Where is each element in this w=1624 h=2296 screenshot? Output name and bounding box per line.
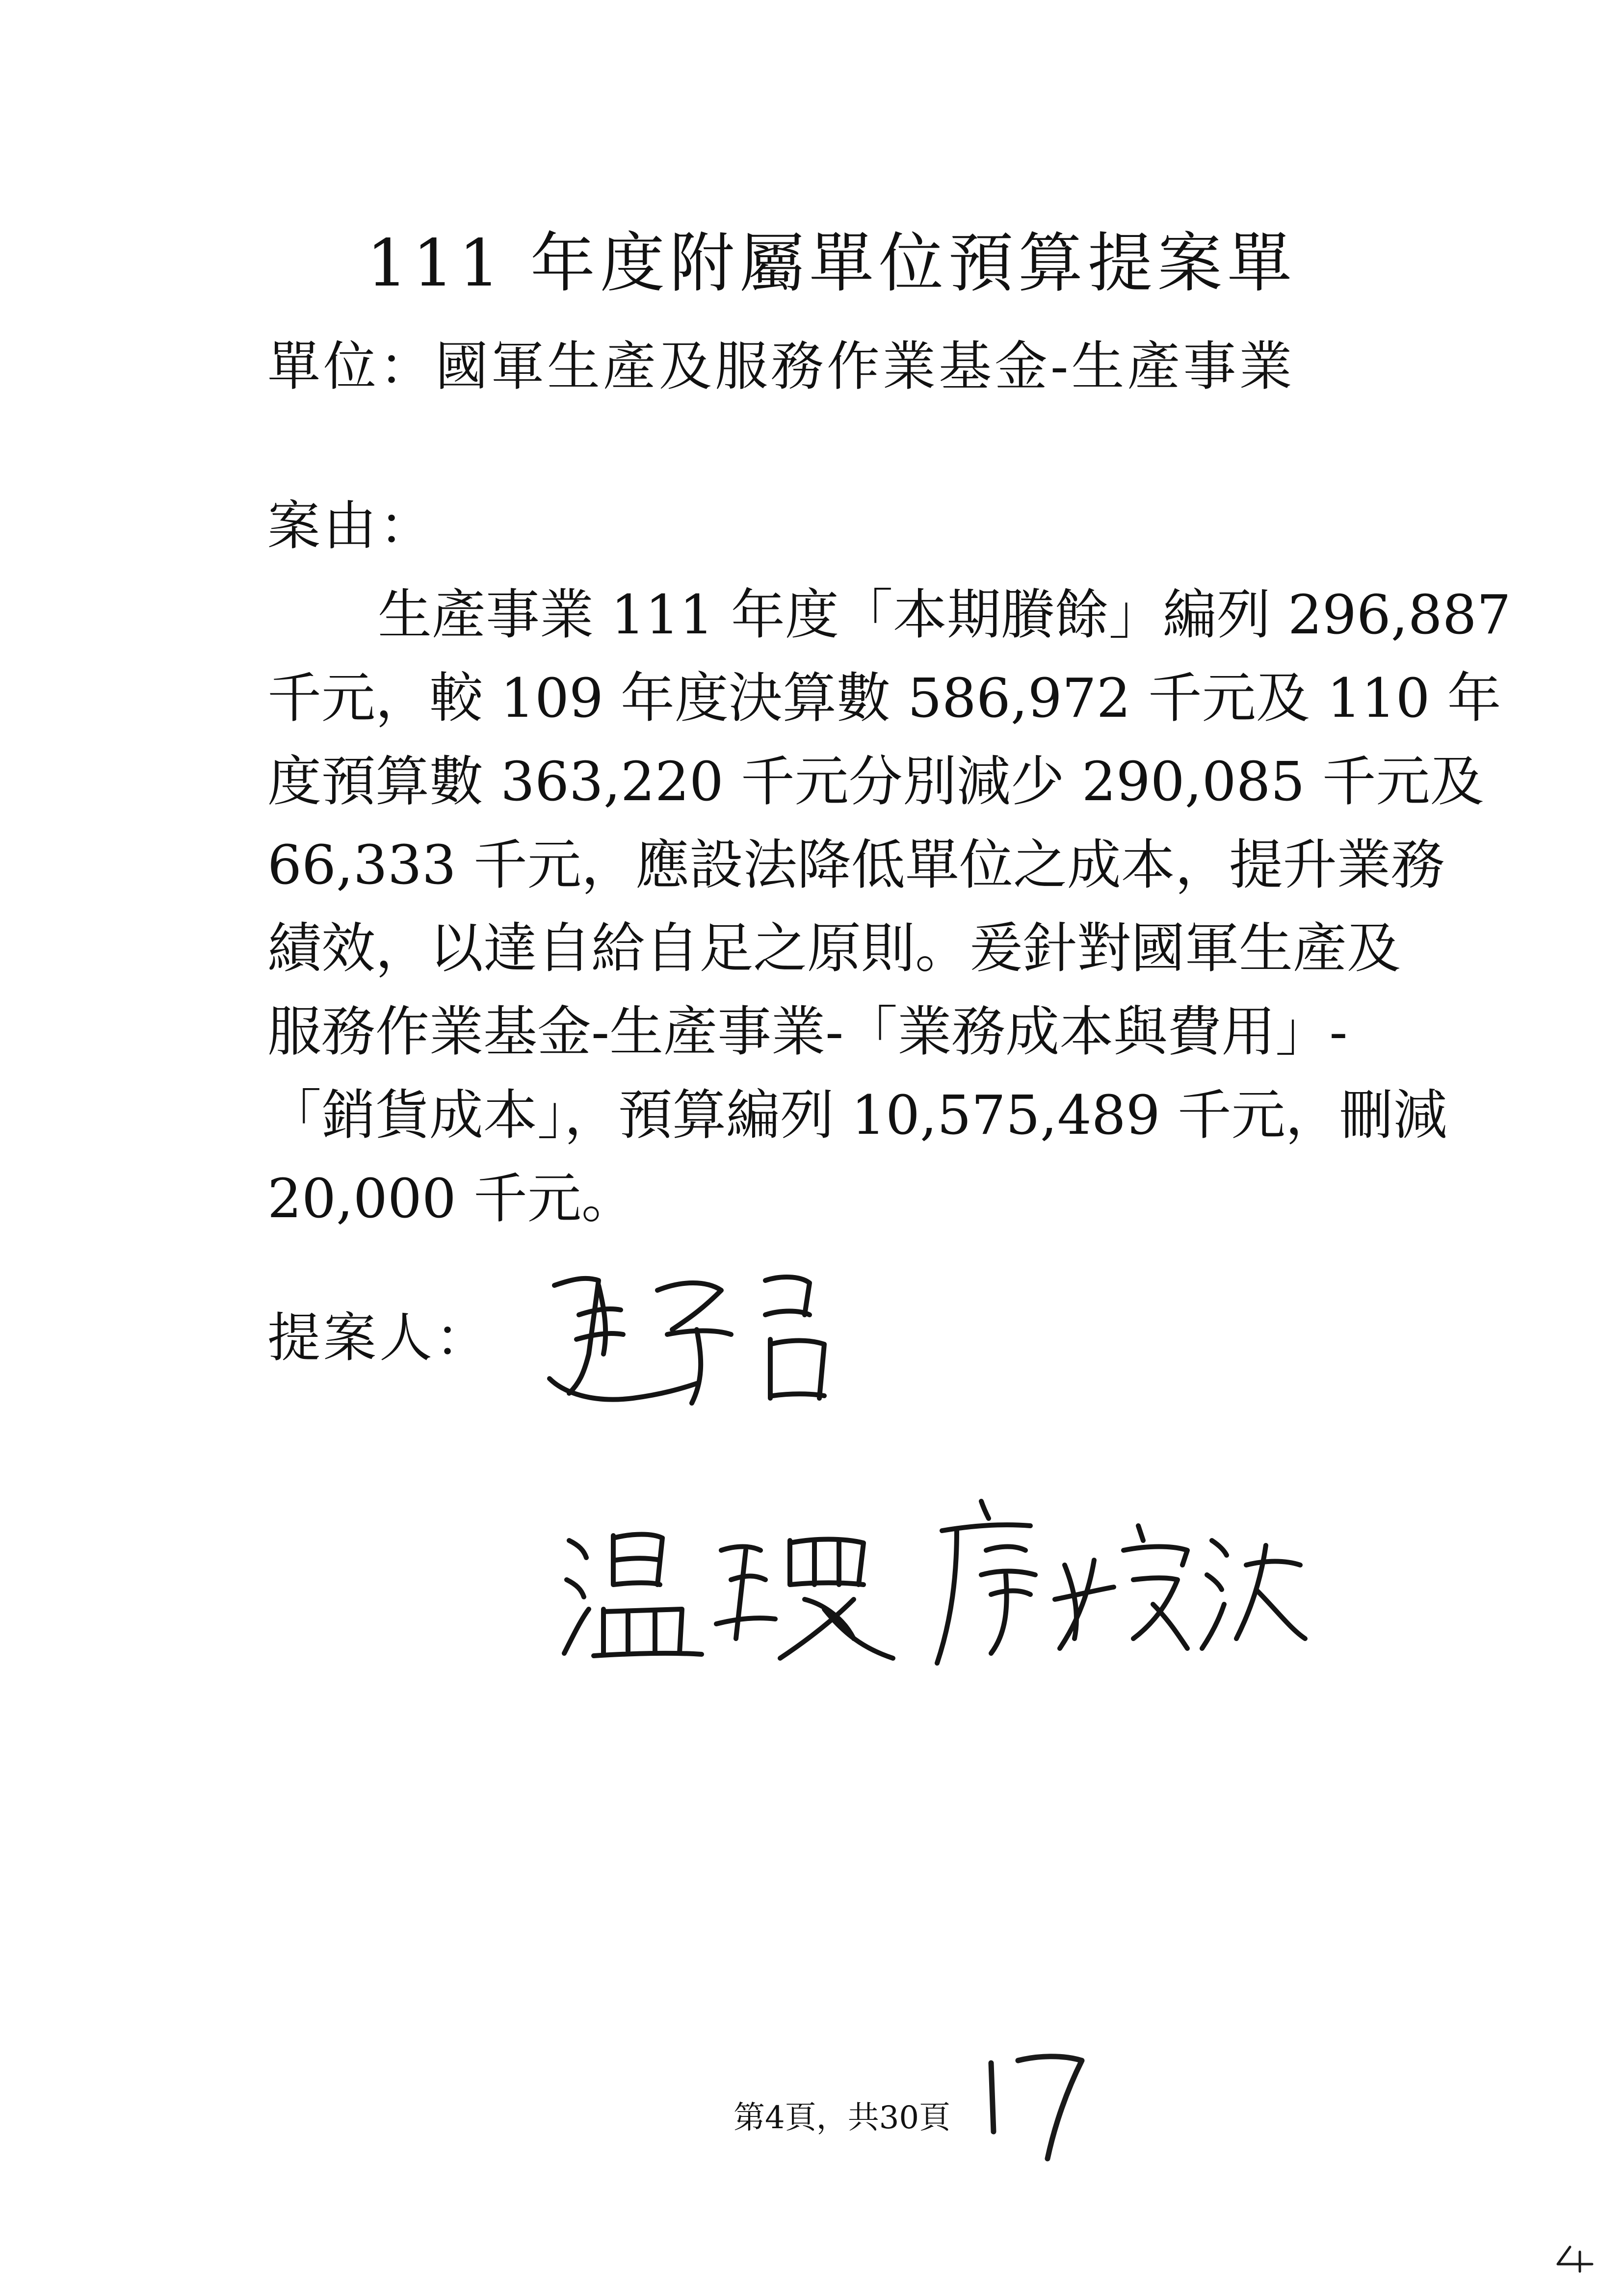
unit-line: 單位：國軍生產及服務作業基金-生產事業 xyxy=(267,336,1295,397)
reason-line: 20,000 千元。 xyxy=(267,1167,635,1230)
corner-mark-4 xyxy=(1553,2244,1597,2274)
reason-label: 案由： xyxy=(267,496,436,557)
reason-line: 66,333 千元，應設法降低單位之成本，提升業務 xyxy=(267,834,1445,896)
reason-line: 生產事業 111 年度「本期賸餘」編列 296,887 xyxy=(378,583,1511,646)
reason-line: 「銷貨成本」，預算編列 10,575,489 千元，刪減 xyxy=(267,1084,1447,1147)
signature-wen xyxy=(559,1511,913,1673)
page-footer: 第4頁，共30頁 xyxy=(733,2100,951,2136)
signature-ma xyxy=(535,1256,839,1423)
page-stamp-17 xyxy=(974,2041,1097,2164)
reason-line: 服務作業基金-生產事業-「業務成本與費用」- xyxy=(267,1000,1348,1063)
signature-liao xyxy=(922,1491,1315,1678)
page-title: 111 年度附屬單位預算提案單 xyxy=(367,226,1297,301)
reason-line: 績效，以達自給自足之原則。爰針對國軍生產及 xyxy=(267,917,1401,980)
reason-line: 千元，較 109 年度決算數 586,972 千元及 110 年 xyxy=(267,667,1501,730)
proposer-label: 提案人： xyxy=(267,1307,492,1369)
reason-line: 度預算數 363,220 千元分別減少 290,085 千元及 xyxy=(267,750,1484,813)
